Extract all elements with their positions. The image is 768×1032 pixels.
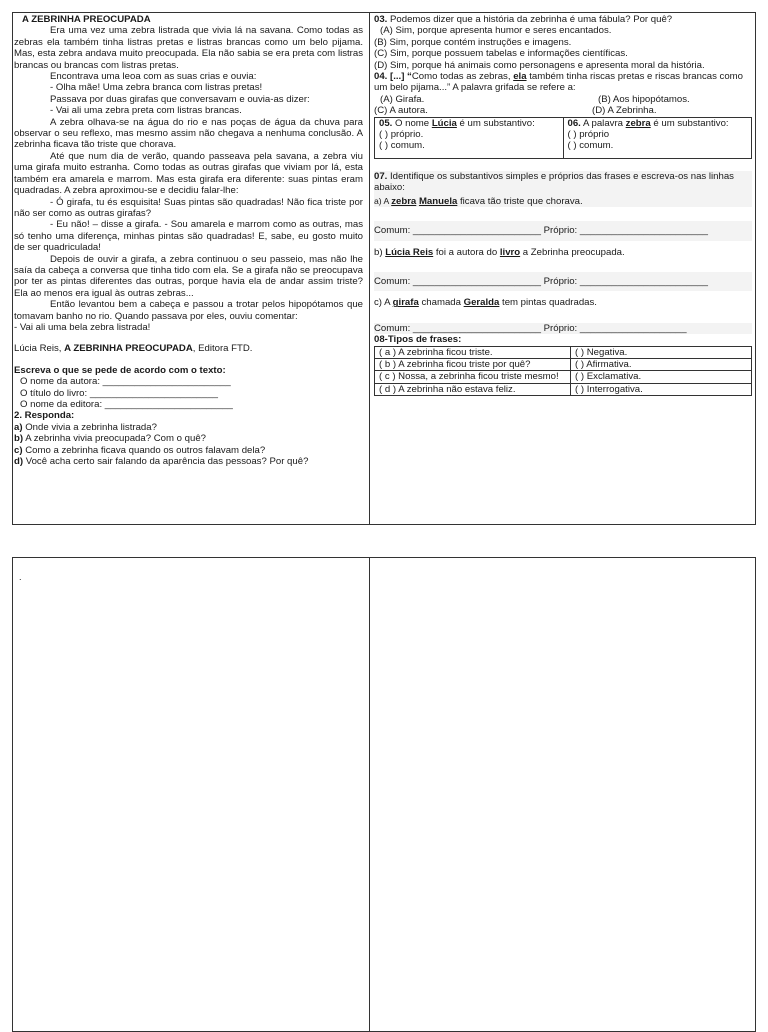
q3-option: (A) Sim, porque apresenta humor e seres encantados. — [380, 25, 612, 37]
q8-table — [374, 346, 752, 397]
q1-item-author: O nome da autora: ________________________ — [20, 376, 231, 388]
q7-sentence-a: a) A zebra Manuela ficava tão triste que chorava. — [374, 195, 583, 207]
q5-option-proprio[interactable]: ( ) próprio. — [379, 129, 424, 141]
blank-page — [12, 557, 756, 1032]
q4-options-row: (C) A autora. (D) A Zebrinha. — [374, 105, 657, 117]
q2-item-c: c) Como a zebrinha ficava quando os outros falavam dela? — [14, 444, 266, 456]
q4-options-row: (A) Girafa. (B) Aos hipopótamos. — [380, 93, 690, 105]
q6-option-proprio[interactable]: ( ) próprio — [567, 129, 610, 141]
table-row: ( b ) A zebrinha ficou triste por quê? ( ) Afirmativa. — [375, 358, 752, 370]
story-column — [13, 13, 369, 467]
q6-cell: 06. A palavra zebra é um substantivo: ( ) próprio ( ) comum. — [563, 117, 752, 158]
worksheet-page — [12, 12, 756, 525]
q5-cell: 05. O nome Lúcia é um substantivo: ( ) próprio. ( ) comum. — [375, 117, 564, 158]
page-mark: . — [19, 572, 22, 582]
story-paragraph: Era uma vez uma zebra listrada que vivia lá na savana. Como todas as zebras ela também tinha listras pretas e listras brancas como um belo pijama. Mas, esta zebra andava muito preocupada. Ela não sabia se era preta com listras brancas ou brancas com listras pretas. — [14, 25, 363, 71]
credit-publisher: , Editora FTD. — [192, 343, 253, 355]
q1-item-publisher: O nome da editora: ________________________ — [20, 399, 233, 410]
story-title: A ZEBRINHA PREOCUPADA — [22, 14, 151, 25]
story-credit — [14, 343, 363, 354]
q7-sentence-b: b) Lúcia Reis foi a autora do livro a Zebrinha preocupada. — [374, 246, 625, 258]
q3-option: (D) Sim, porque há animais como personagens e apresenta moral da história. — [374, 59, 705, 71]
q6-option-comum[interactable]: ( ) comum. — [567, 140, 614, 152]
q1-heading: Escreva o que se pede de acordo com o texto: — [14, 364, 226, 376]
story-paragraph: Até que num dia de verão, quando passeava pela savana, a zebra viu uma girafa muito estranha. Como todas as outras girafas que viviam por lá, esta também era amarela e marrom. Mas esta girafa era diferente: suas pintas eram quadradas. A zebra aproximou-se e decidiu falar-lhe: — [14, 150, 363, 197]
q7-block — [374, 171, 752, 207]
story-paragraph: - Vai ali uma bela zebra listrada! — [14, 321, 151, 333]
q7-answer-line-b[interactable]: Comum: ________________________ Próprio: ________________________ — [374, 272, 752, 291]
story-paragraph: - Vai ali uma zebra preta com listras brancas. — [50, 105, 242, 117]
table-row: ( d ) A zebrinha não estava feliz. ( ) Interrogativa. — [375, 383, 752, 395]
q5-q6-table — [374, 117, 752, 159]
credit-title: A ZEBRINHA PREOCUPADA — [64, 343, 193, 355]
table-row: ( a ) A zebrinha ficou triste. ( ) Negativa. — [375, 346, 752, 358]
story-paragraph: - Eu não! – disse a girafa. - Sou amarela e marrom como as outras, mas só tenho uma diferença, minhas pintas são quadradas! E, sabe, eu gosto muito de ser quadriculada! — [14, 219, 363, 254]
q4-question: 04. [...] “Como todas as zebras, ela também tinha riscas pretas e riscas brancas como um belo pijama...” A palavra grifada se refere a: — [374, 71, 744, 94]
q1-item-title: O título do livro: ________________________ — [20, 387, 218, 399]
story-paragraph: Depois de ouvir a girafa, a zebra continuou o seu passeio, mas não lhe saía da cabeça a conversa que tinha tido com ela. Se a girafa não se preocupava por ter as pintas diferentes das outras, porque havia ela de andar assim triste? Ela ao menos era igual às outras zebras... — [14, 253, 363, 299]
q7-sentence-c: c) A girafa chamada Geralda tem pintas quadradas. — [374, 297, 597, 309]
q7-instruction: 07. Identifique os substantivos simples e próprios das frases e escreva-os nas linhas abaixo: — [374, 170, 734, 194]
q2-item-d: d) Você acha certo sair falando da aparência das pessoas? Por quê? — [14, 456, 309, 468]
story-paragraph: Encontrava uma leoa com as suas crias e ouvia: — [50, 71, 257, 83]
q2-heading: 2. Responda: — [14, 410, 75, 422]
q2-item-a: a) Onde vivia a zebrinha listrada? — [14, 421, 157, 433]
q3-option: (C) Sim, porque possuem tabelas e informações científicas. — [374, 48, 628, 60]
q8-heading: 08-Tipos de frases: — [374, 334, 462, 346]
story-paragraph: - Olha mãe! Uma zebra branca com listras pretas! — [50, 82, 263, 94]
story-paragraph: - Ó girafa, tu és esquisita! Suas pintas são quadradas! Não fica triste por não ser como as outras girafas? — [14, 196, 363, 219]
q7-answer-line-c[interactable]: Comum: ________________________ Próprio: ____________________ — [374, 323, 752, 334]
q5-option-comum[interactable]: ( ) comum. — [379, 140, 425, 152]
story-paragraph: A zebra olhava-se na água do rio e nas poças de água da chuva para observar o seu reflexo, mas mesmo assim não chegava a nenhuma conclusão. A zebrinha ficava tão triste que chorava. — [14, 116, 363, 151]
questions-column — [370, 13, 756, 396]
story-paragraph: Então levantou bem a cabeça e passou a trotar pelos hipopótamos que tomavam banho no rio. Quando passava por eles, ouviu comentar: — [14, 299, 363, 322]
q3-option: (B) Sim, porque contém instruções e imagens. — [374, 36, 572, 48]
column-divider — [369, 558, 370, 1031]
q3-question: 03. Podemos dizer que a história da zebrinha é uma fábula? Por quê? — [374, 14, 673, 25]
credit-author: Lúcia Reis, — [14, 343, 65, 355]
table-row: ( c ) Nossa, a zebrinha ficou triste mesmo! ( ) Exclamativa. — [375, 371, 752, 383]
story-paragraph: Passava por duas girafas que conversavam e ouvia-as dizer: — [50, 93, 310, 105]
q2-item-b: b) A zebrinha vivia preocupada? Com o quê? — [14, 433, 206, 445]
q7-answer-line-a[interactable]: Comum: ________________________ Próprio: ________________________ — [374, 221, 752, 240]
